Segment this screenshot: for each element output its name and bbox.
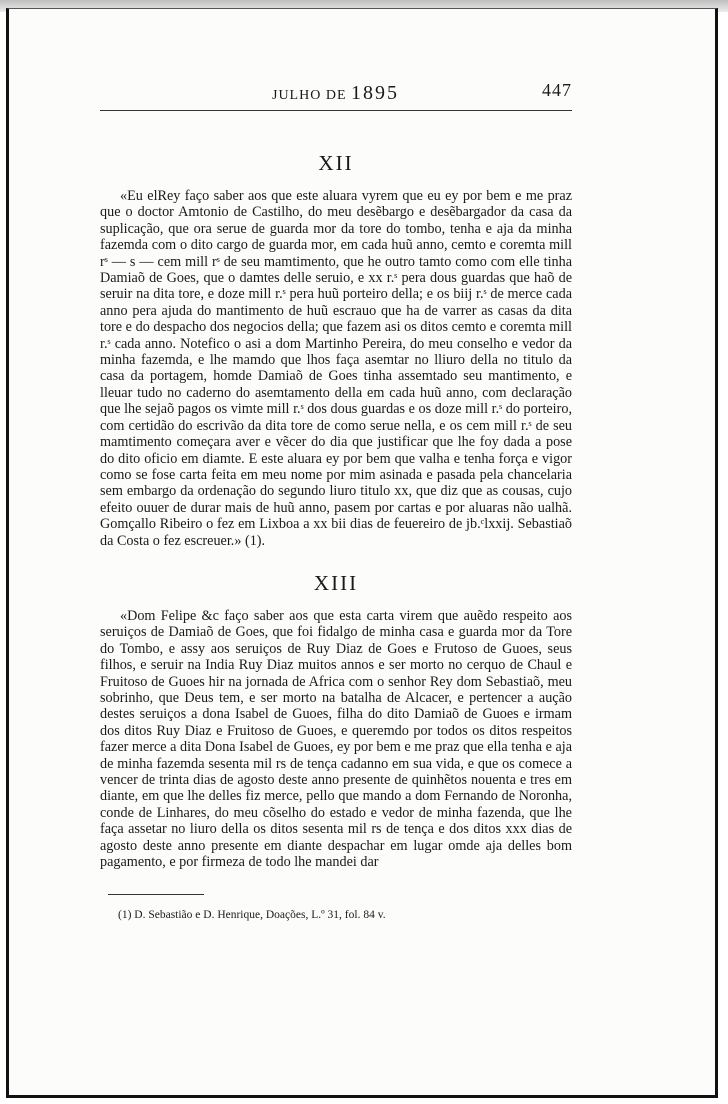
header-rule (100, 110, 572, 111)
footnote: (1) D. Sebastião e D. Henrique, Doações, L.º 31, fol. 84 v. (118, 909, 386, 922)
section-text-xiii: «Dom Felipe &c faço saber aos que esta carta virem que auẽdo respeito aos seruiços de Damiaõ de Goes, que foi fidalgo de minha casa e guarda mor da Tore do Tombo, e assy aos seruiços de Ruy Diaz de Goes e Frutoso de Guoes, seus filhos, e seruir na India Ruy Diaz muitos annos e ser morto no cerquo de Chaul e Fruitoso de Guoes hir na jornada de Africa com o senhor Rey dom Sebastiaõ, meu sobrinho, que Deus tem, e ser morto na batalha de Alcacer, e pertencer a aução destes seruiços a dona Isabel de Guoes, filha do dito Damiaõ de Guoes e irmam dos ditos Ruy Diaz e Fruitoso de Guoes, e queremdo por todos os ditos respeitos fazer merce a dita Dona Isabel de Guoes, ey por bem e me praz que ella tenha e aja de minha fazemda sesenta mil rs de tença cadanno em sua vida, e que os comece a vencer de trinta dias de agosto deste anno presente de quinhẽtos nouenta e tres em diante, em que lhe delles fiz merce, pello que mando a dom Fernando de Noronha, conde de Linhares, do meu cõselho do estado e vedor de minha fazenda, que lhe faça assetar no liuro della os ditos sesenta mil rs de tença e dos ditos xxx dias de agosto deste anno presente em diante despachar em lugar omde aja delles bom pagamento, e por firmeza de todo lhe mandei dar (100, 607, 572, 871)
section-title-xii: XII (318, 151, 354, 175)
section-title-xiii: XIII (313, 570, 359, 595)
section-text-xii: «Eu elRey faço saber aos que este aluara vyrem que eu ey por bem e me praz que o doctor Amtonio de Castilho, do meu desẽbargo e desẽbargador da casa da suplicação, que ora serue de guarda mor da tore do tombo, tenha e aja da minha fazemda com o dito cargo de guarda mor, em cada huũ anno, cemto e coremta mill rˢ — s — cem mill rˢ de seu mamtimento, que he outro tamto como com elle tinha Damiaõ de Goes, que o damtes delle seruio, e xx r.ˢ pera dous guardas que haõ de seruir na dita tore, e doze mill r.ˢ pera huũ porteiro della; e os biij r.ˢ de merce cada anno pera ajuda do mantimento de huũ escrauo que ha de varrer as casas da dita tore e do despacho dos negocios della; que fazem asi os ditos cemto e coremta mill r.ˢ cada anno. Notefico o asi a dom Martinho Pereira, do meu conselho e vedor da minha fazemda, e lhe mamdo que lhos faça asemtar no lliuro della no titulo da casa da portagem, homde Damiaõ de Goes tinha assemtado seu mantimento, e lleuar tudo no caderno do asemtamento della em cada huũ anno, com declaração que lhe sejaõ pagos os vimte mill r.ˢ dos dous guardas e os doze mill r.ˢ do porteiro, com certidão do escrivão da dita tore de como serue nella, e os cem mill r.ˢ de seu mamtimento começara aver e vẽcer do dia que justificar que lhe foy dada a pose do dito oficio em diamte. E este aluara ey por bem que valha e tenha força e vigor como se fose carta feita em meu nome por mim asinada e pasada pela chancelaria sem embargo da ordenação do segundo liuro titulo xx, que diz que as cousas, cujo efeito ouuer de durar mais de huũ anno, pasem por cartas e por aluaras não ualhã. Gomçallo Ribeiro o fez em Lixboa a xx bii dias de feuereiro de jb.ᶜlxxij. Sebastiaõ da Costa o fez escreuer.» (1). (100, 188, 572, 549)
footnote-rule (108, 894, 204, 895)
running-header (100, 78, 572, 106)
page-number: 447 (542, 80, 572, 100)
running-title: JULHO DE 1895 (272, 82, 399, 104)
page (100, 78, 572, 921)
header-year: 1895 (351, 82, 399, 104)
